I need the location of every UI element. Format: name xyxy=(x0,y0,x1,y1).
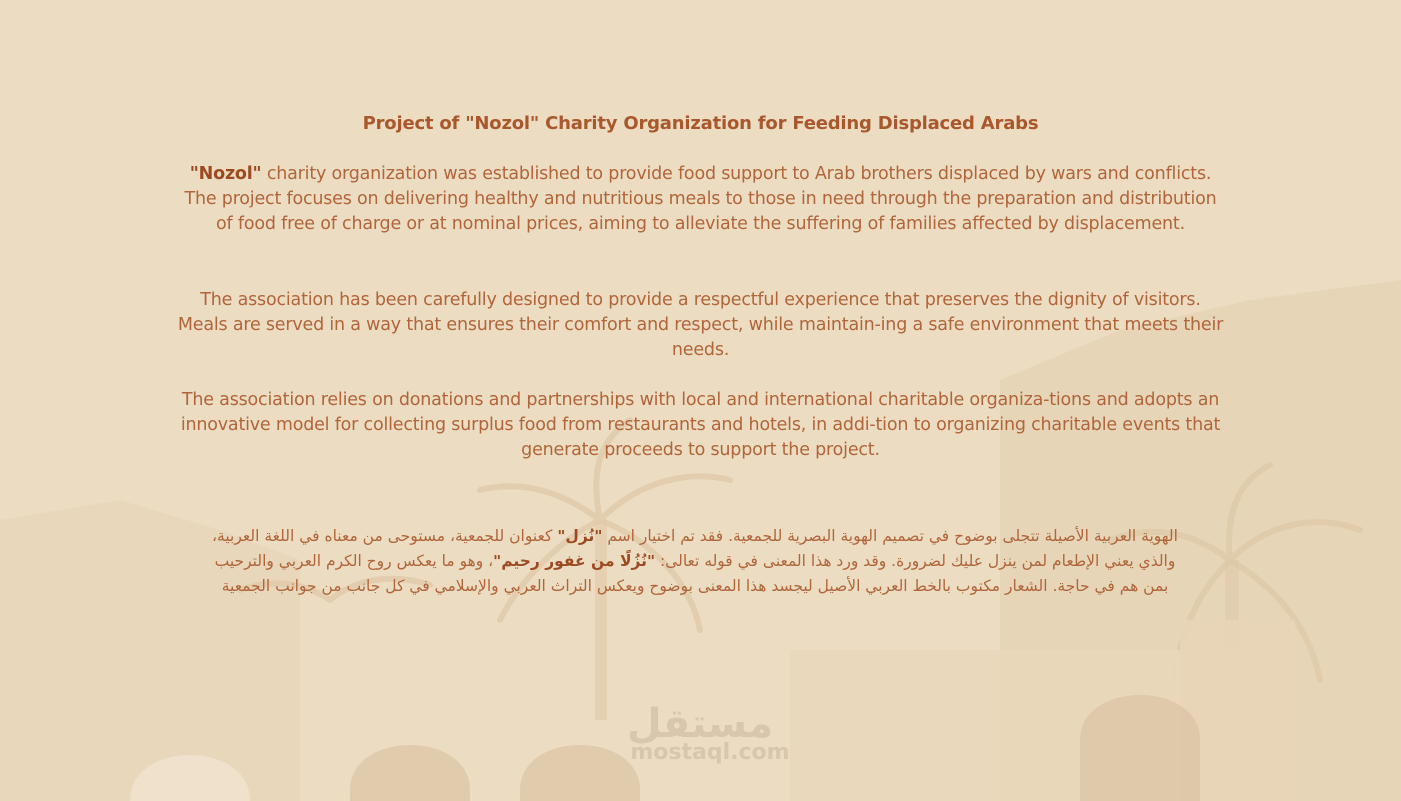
watermark-arabic: مستقل xyxy=(626,701,774,747)
paragraph-intro xyxy=(175,162,1226,237)
paragraph-design: The association has been carefully designed to provide a respectful experience that preserves the dignity of visitors. Meals are served in a way that ensures their comfort and respect, while maintain-ing a safe environment that meets their needs. xyxy=(177,290,1224,360)
arabic-name-bold: "نُزل" xyxy=(557,527,603,545)
arabic-text-part1: الهوية العربية الأصيلة تتجلى بوضوح في تصميم الهوية البصرية للجمعية. فقد تم اختيار اسم xyxy=(602,527,1178,545)
page-title: Project of "Nozol" Charity Organization for Feeding Displaced Arabs xyxy=(362,113,1039,134)
arabic-text-part2: كعنوان للجمعية، مستوحى من معناه في اللغة العربية، والذي يعني الإطعام لمن ينزل عليك لضرورة. وقد ورد هذا المعنى في قوله تعالى: xyxy=(212,527,1176,570)
paragraph-intro-text: charity organization was established to provide food support to Arab brothers displaced by wars and conflicts. The project focuses on delivering healthy and nutritious meals to those in need through the preparation and distribution of food free of charge or at nominal prices, aiming to alleviate the suffering of families affected by displacement. xyxy=(184,164,1217,234)
paragraph-funding: The association relies on donations and partnerships with local and international charitable organiza-tions and adopts an innovative model for collecting surplus food from restaurants and hotels, in addi-tion to organizing charitable events that generate proceeds to support the project. xyxy=(180,390,1221,460)
arabic-quote-bold: "نُزُلًا من غفور رحيم" xyxy=(493,552,656,570)
arabic-paragraph xyxy=(200,524,1190,599)
organization-name: "Nozol" xyxy=(189,164,262,184)
arabic-text-part3: ، وهو ما يعكس روح الكرم العربي والترحيب بمن هم في حاجة. الشعار مكتوب بالخط العربي الأصيل ليجسد هذا المعنى بوضوح ويعكس التراث العربي والإسلامي في كل جانب من جوانب الجمعية xyxy=(214,552,1169,595)
mostaql-watermark xyxy=(600,700,800,764)
watermark-latin: mostaql.com xyxy=(630,740,790,765)
